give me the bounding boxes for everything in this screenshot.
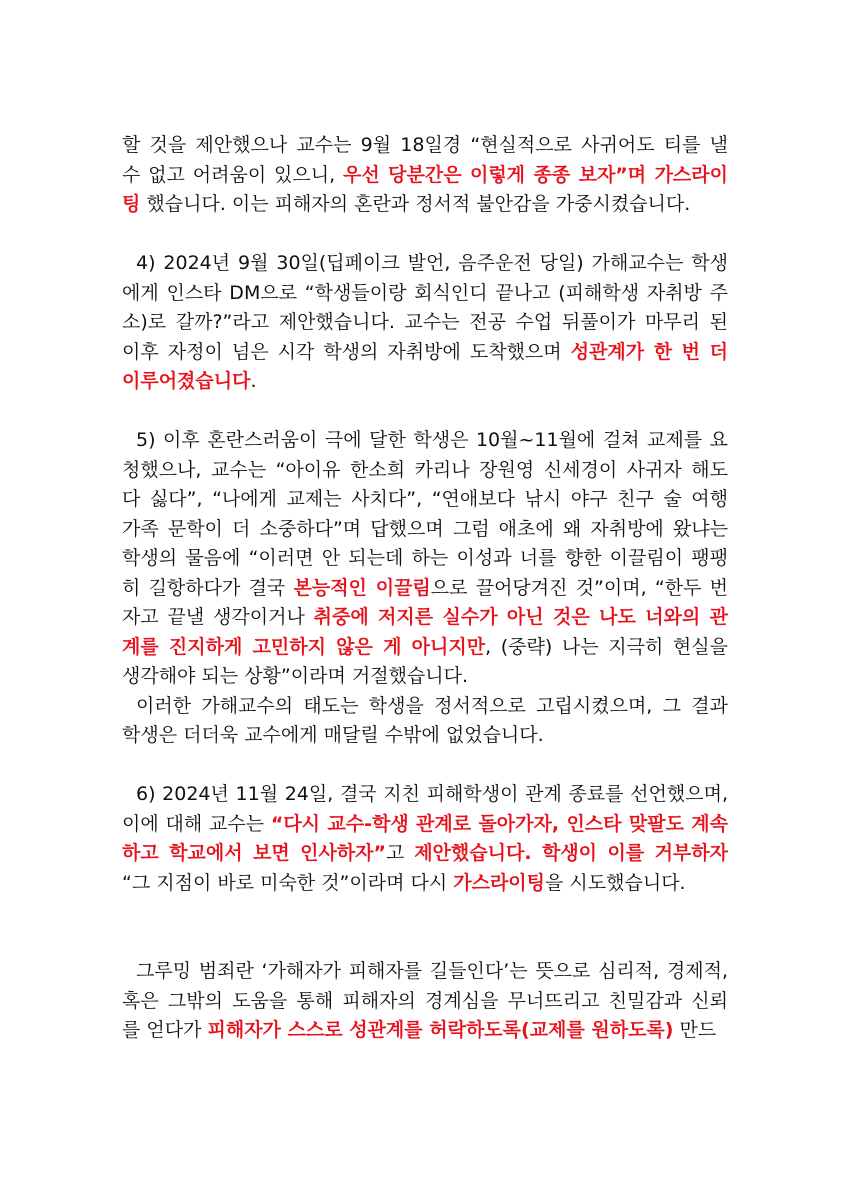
text-segment: 소)로 갈까?”라고 제안했습니다. 교수는 전공 수업 뒤풀이가 마무리 된 [122, 311, 728, 333]
text-line [122, 662, 728, 692]
text-segment: 가족 문학이 더 소중하다”며 답했으며 그럼 애초에 왜 자취방에 왔냐는 [122, 517, 728, 540]
text-line [122, 456, 728, 486]
spacer [122, 751, 728, 781]
text-segment: 만드 [673, 1019, 717, 1041]
highlighted-text: “다시 교수-학생 관계로 돌아가자, 인스타 맞팔도 계속 [270, 812, 728, 835]
text-line [122, 692, 728, 722]
text-line [122, 574, 728, 604]
text-line [122, 633, 728, 663]
spacer [122, 397, 728, 427]
text-segment: 학생은 더더욱 교수에게 매달릴 수밖에 없었습니다. [122, 724, 544, 746]
text-line [122, 544, 728, 574]
text-segment: “그 지점이 바로 미숙한 것”이라며 다시 [122, 871, 454, 894]
text-segment: 그루밍 범죄란 ‘가해자가 피해자를 길들인다’는 뜻으로 심리적, 경제적, [136, 960, 728, 982]
text-segment: 할 것을 제안했으나 교수는 9월 18일경 “현실적으로 사귀어도 티를 낼 [122, 134, 728, 156]
text-segment: . [250, 370, 257, 392]
text-segment: 를 얻다가 [122, 1019, 208, 1041]
highlighted-text: 본능적인 이끌림 [293, 576, 431, 599]
text-line [122, 839, 728, 869]
paragraph-item-4 [122, 249, 728, 397]
document-body [122, 131, 728, 1046]
text-line [122, 485, 728, 515]
paragraph-item-6 [122, 780, 728, 898]
text-segment: 히 길항하다가 결국 [122, 576, 294, 599]
text-line [122, 279, 728, 309]
text-segment: 4) 2024년 9월 30일(딥페이크 발언, 음주운전 당일) 가해교수는 학생 [136, 252, 728, 274]
highlighted-text: 성관계가 한 번 더 [570, 340, 728, 363]
text-segment: 생각해야 되는 상황”이라며 거절했습니다. [122, 665, 469, 687]
text-segment: 으로 끌어당겨진 것”이며, “한두 번 [430, 576, 728, 599]
text-line [122, 1016, 728, 1046]
highlighted-text: 하고 학교에서 보면 인사하자” [122, 842, 386, 864]
text-segment: 6) 2024년 11월 24일, 결국 지친 피해학생이 관계 종료를 선언했으며, [136, 783, 728, 805]
highlighted-text: 제안했습니다. 학생이 이를 거부하자 [414, 842, 728, 864]
highlighted-text: 가스라이팅 [453, 871, 546, 894]
text-segment: 이에 대해 교수는 [122, 812, 271, 835]
text-line [122, 957, 728, 987]
highlighted-text: 계를 진지하게 고민하지 않은 게 아니지만 [122, 635, 486, 658]
text-line [122, 367, 728, 397]
text-line [122, 190, 728, 220]
text-line [122, 780, 728, 810]
paragraph-grooming-definition [122, 957, 728, 1046]
text-segment: 자고 끝낼 생각이거나 [122, 606, 314, 628]
paragraph-item-5-continued [122, 692, 728, 751]
spacer [122, 220, 728, 250]
text-segment: 5) 이후 혼란스러움이 극에 달한 학생은 10월~11월에 걸쳐 교제를 요 [136, 429, 728, 451]
highlighted-text: 취중에 저지른 실수가 아닌 것은 나도 너와의 관 [313, 606, 728, 628]
text-segment: , (중략) 나는 지극히 현실을 [485, 635, 728, 658]
text-segment: 청했으나, 교수는 “아이유 한소희 카리나 장원영 신세경이 사귀자 해도 [122, 458, 728, 481]
text-line [122, 308, 728, 338]
text-line [122, 869, 728, 899]
spacer [122, 898, 728, 957]
text-line [122, 338, 728, 368]
text-segment: 이후 자정이 넘은 시각 학생의 자취방에 도착했으며 [122, 340, 571, 363]
text-line [122, 426, 728, 456]
text-segment: 학생의 물음에 “이러면 안 되는데 하는 이성과 너를 향한 이끌림이 팽팽 [122, 547, 728, 569]
highlighted-text: 피해자가 스스로 성관계를 허락하도록(교제를 원하도록) [207, 1019, 674, 1041]
text-line [122, 603, 728, 633]
text-line [122, 987, 728, 1017]
text-line [122, 810, 728, 840]
highlighted-text: 우선 당분간은 이렇게 종종 보자”며 가스라이 [343, 163, 728, 186]
paragraph-p3-tail [122, 131, 728, 220]
highlighted-text: 팅 [122, 193, 141, 215]
paragraph-item-5 [122, 426, 728, 692]
text-segment: 했습니다. 이는 피해자의 혼란과 정서적 불안감을 가중시켰습니다. [140, 193, 691, 215]
text-segment: 에게 인스타 DM으로 “학생들이랑 회식인디 끝나고 (피해학생 자취방 주 [122, 281, 728, 304]
text-line [122, 249, 728, 279]
text-segment: 혹은 그밖의 도움을 통해 피해자의 경계심을 무너뜨리고 친밀감과 신뢰 [122, 989, 728, 1012]
text-line [122, 131, 728, 161]
text-segment: 이러한 가해교수의 태도는 학생을 정서적으로 고립시켰으며, 그 결과 [136, 694, 728, 717]
text-line [122, 161, 728, 191]
text-segment: 수 없고 어려움이 있으니, [122, 163, 343, 186]
text-line [122, 515, 728, 545]
text-segment: 을 시도했습니다. [545, 871, 686, 894]
text-line [122, 721, 728, 751]
text-segment: 고 [386, 842, 415, 864]
text-segment: 다 싫다”, “나에게 교제는 사치다”, “연애보다 낚시 야구 친구 술 여행 [122, 488, 728, 510]
highlighted-text: 이루어졌습니다 [122, 370, 251, 392]
